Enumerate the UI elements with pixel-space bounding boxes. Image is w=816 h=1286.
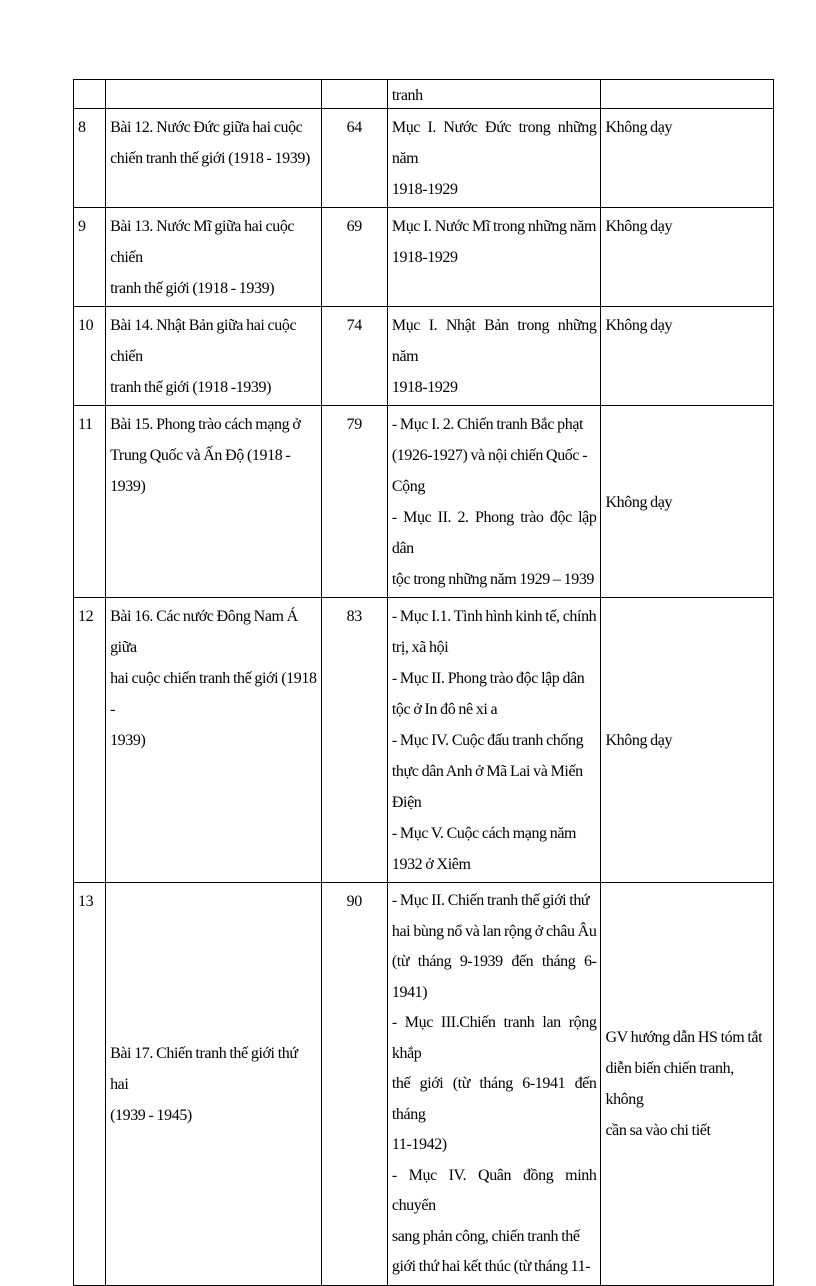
lesson-line: Bài 12. Nước Đức giữa hai cuộc [110,119,303,136]
section-line: 11-1942) [391,1136,447,1153]
lesson-line: Trung Quốc và Ấn Độ (1918 - 1939) [110,447,291,495]
section-line: - Mục IV. Cuộc đấu tranh chống [391,732,584,749]
lesson-cell [106,307,322,406]
lesson-cell [106,109,322,208]
note-line: cần sa vào chi tiết [605,1122,711,1140]
section-line: 1918-1929 [391,181,458,198]
section-line: Điện [391,794,422,811]
section-cell [387,80,601,109]
section-line: hai bùng nổ và lan rộng ở châu Âu [391,922,597,940]
section-line: - Mục V. Cuộc cách mạng năm [391,825,577,842]
lesson-cell [106,80,322,109]
table-row [74,406,774,598]
note-line: diễn biến chiến tranh, không [605,1060,734,1109]
curriculum-table [73,79,774,1286]
lesson-line: chiến tranh thế giới (1918 - 1939) [110,150,310,167]
section-line: thực dân Anh ở Mã Lai và Miến [391,763,583,780]
section-line: (từ tháng 9-1939 đến tháng 6-1941) [391,953,597,1001]
section-line: Mục I. Nước Mĩ trong những năm [391,218,596,235]
section-line: - Mục II. Chiến tranh thế giới thứ [391,892,590,909]
row-number-cell: 9 [74,208,106,307]
section-cell [387,883,601,1286]
page-cell: 83 [321,598,387,883]
lesson-line: 1939) [110,732,146,749]
lesson-cell [106,883,322,1286]
section-line: sang phản công, chiến tranh thế [391,1227,580,1245]
row-number-cell: 11 [74,406,106,598]
table-row [74,307,774,406]
section-line: - Mục IV. Quân đồng minh chuyển [391,1166,597,1214]
table-row [74,80,774,109]
lesson-line: Bài 15. Phong trào cách mạng ở [110,416,301,433]
note-cell: Không dạy [601,109,774,208]
note-cell [601,883,774,1286]
page-cell: 69 [321,208,387,307]
lesson-line: Bài 17. Chiến tranh thế giới thứ hai [110,1044,298,1093]
lesson-line: Bài 13. Nước Mĩ giữa hai cuộc chiến [110,218,295,266]
section-line: Cộng [391,478,425,495]
lesson-line: tranh thế giới (1918 - 1939) [110,280,275,297]
section-cell [387,406,601,598]
page-cell: 64 [321,109,387,208]
section-line: - Mục II. 2. Phong trào độc lập dân [391,509,597,557]
section-line: 1932 ở Xiêm [391,856,471,873]
table-row [74,598,774,883]
section-line: tộc ở In đô nê xi a [391,701,498,718]
section-line: trị, xã hội [391,639,449,656]
section-line: - Mục II. Phong trào độc lập dân [391,670,585,687]
note-cell [601,80,774,109]
section-line: Mục I. Nhật Bản trong những năm [391,317,597,365]
note-line: GV hướng dẫn HS tóm tắt [605,1029,763,1047]
row-number-cell: 8 [74,109,106,208]
lesson-cell [106,208,322,307]
section-line: tranh [391,87,423,104]
section-cell [387,307,601,406]
section-line: 1918-1929 [391,249,458,266]
lesson-cell [106,406,322,598]
lesson-cell [106,598,322,883]
note-cell: Không dạy [601,208,774,307]
row-number-cell: 10 [74,307,106,406]
page-cell: 79 [321,406,387,598]
section-cell [387,109,601,208]
section-line: giới thứ hai kết thúc (từ tháng 11- [391,1258,591,1275]
lesson-line: hai cuộc chiến tranh thế giới (1918 - [110,670,317,718]
lesson-line: tranh thế giới (1918 -1939) [110,379,272,396]
table-row [74,208,774,307]
row-number-cell: 13 [74,883,106,1286]
section-line: Mục I. Nước Đức trong những năm [391,119,597,167]
section-cell [387,598,601,883]
row-number-cell: 12 [74,598,106,883]
section-line: tộc trong những năm 1929 – 1939 [391,571,595,588]
row-number-cell [74,80,106,109]
page-cell: 90 [321,883,387,1286]
note-cell: Không dạy [601,598,774,883]
section-line: - Mục I. 2. Chiến tranh Bắc phạt [391,416,584,433]
section-cell [387,208,601,307]
section-line: - Mục III.Chiến tranh lan rộng khắp [391,1014,597,1062]
note-cell: Không dạy [601,406,774,598]
section-line: - Mục I.1. Tình hình kinh tế, chính [391,608,597,625]
section-line: thế giới (từ tháng 6-1941 đến tháng [391,1075,597,1123]
page-cell [321,80,387,109]
lesson-line: Bài 16. Các nước Đông Nam Á giữa [110,608,298,656]
lesson-line: (1939 - 1945) [110,1106,192,1124]
table-row [74,109,774,208]
note-cell: Không dạy [601,307,774,406]
section-line: (1926-1927) và nội chiến Quốc - [391,447,588,464]
page-cell: 74 [321,307,387,406]
lesson-line: Bài 14. Nhật Bản giữa hai cuộc chiến [110,317,297,365]
section-line: 1918-1929 [391,379,458,396]
table-row [74,883,774,1286]
